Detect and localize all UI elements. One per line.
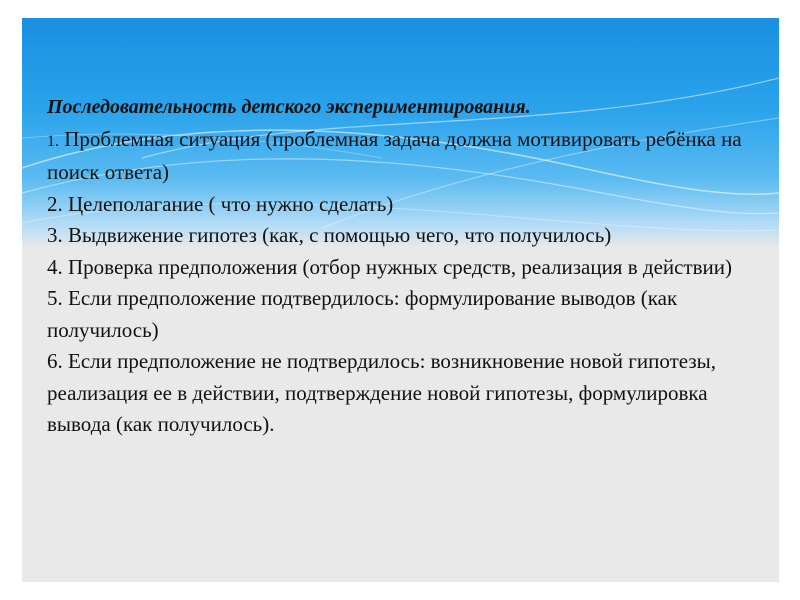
list-item	[47, 189, 747, 221]
list-item-number: 1.	[47, 132, 59, 150]
list-item-number: 3.	[47, 223, 63, 247]
list-item-number: 4.	[47, 254, 63, 279]
list-item	[47, 283, 747, 346]
list-item	[47, 346, 747, 441]
slide-title: Последовательность детского экспериментирования.	[47, 96, 531, 118]
list-item-number: 2.	[47, 191, 63, 216]
list-item	[47, 252, 747, 284]
list-item-text: Проблемная ситуация (проблемная задача должна мотивировать ребёнка на поиск ответа)	[47, 126, 742, 184]
list-item	[47, 220, 747, 252]
slide-text-body	[47, 92, 747, 441]
list-item-number: 6.	[47, 349, 63, 373]
list-item-text: Выдвижение гипотез (как, с помощью чего, что получилось)	[62, 223, 612, 247]
list-item-text: Если предположение не подтвердилось: возникновение новой гипотезы, реализация ее в действии, подтверждение новой гипотезы, формулировка вывода (как получилось).	[47, 349, 717, 436]
list-item-text: Если предположение подтвердилось: формулирование выводов (как получилось)	[47, 286, 678, 342]
slide	[22, 18, 779, 582]
list-item-text: Проверка предположения (отбор нужных средств, реализация в действии)	[62, 254, 733, 279]
list-item-number: 5.	[47, 286, 63, 310]
list-item	[47, 124, 747, 189]
list-item-text: Целеполагание ( что нужно сделать)	[62, 191, 394, 216]
